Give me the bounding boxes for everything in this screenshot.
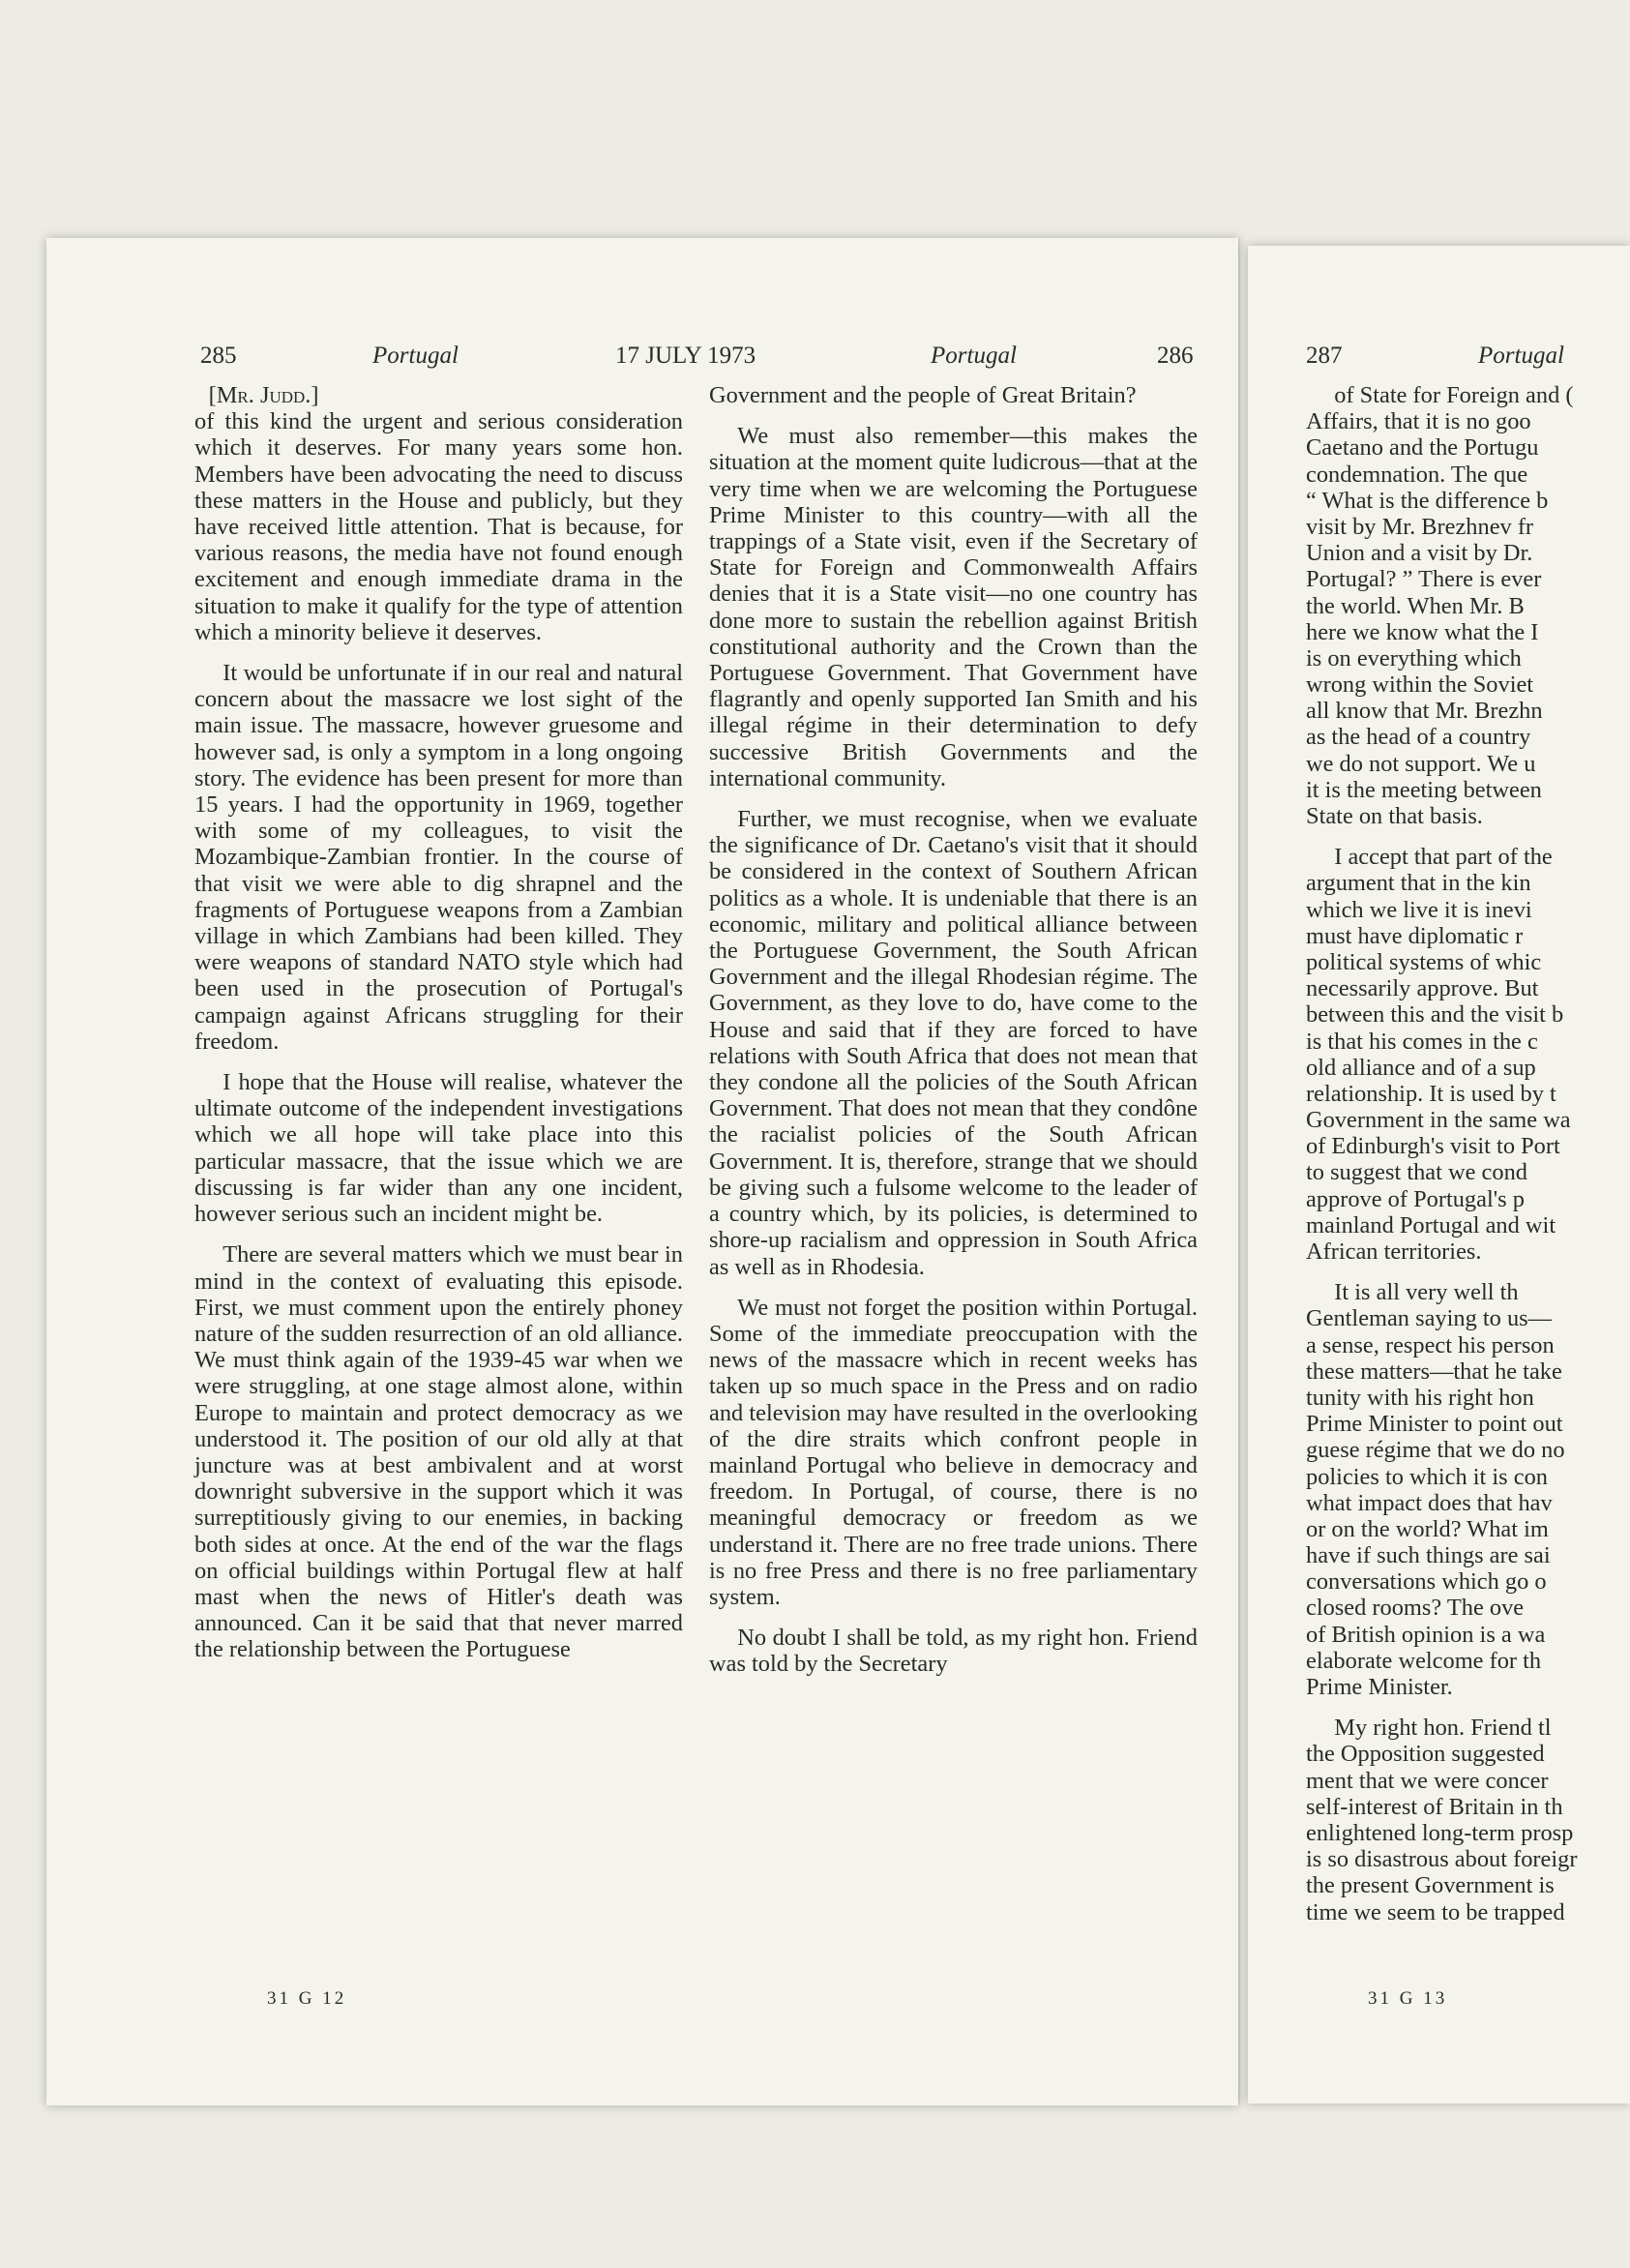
paragraph: Government and the people of Great Britain?: [709, 382, 1137, 408]
text-line: wrong within the Soviet: [1306, 671, 1534, 699]
text-line: to suggest that we cond: [1306, 1159, 1527, 1186]
paragraph: I hope that the House will realise, whatever the ultimate outcome of the independent investigations which we all hope will take place into this particular massacre, that the issue which we are discussing is far wider than any one incident, however serious such an incident might be.: [194, 1069, 683, 1228]
left-footer-mark: 31 G 12: [267, 1988, 347, 2009]
right-running-title: Portugal: [1478, 343, 1564, 369]
text-line: have if such things are sai: [1306, 1542, 1551, 1569]
text-line: which we live it is inevi: [1306, 896, 1532, 923]
text-line: all know that Mr. Brezhn: [1306, 698, 1543, 725]
text-line: as the head of a country: [1306, 724, 1531, 751]
page-fold: [1238, 238, 1240, 2105]
text-line: Affairs, that it is no goo: [1306, 408, 1531, 435]
text-line: old alliance and of a sup: [1306, 1054, 1536, 1081]
speaker-label: [Mr. Judd.]: [208, 382, 319, 408]
text-line: argument that in the kin: [1306, 870, 1531, 897]
text-line: My right hon. Friend tl: [1334, 1715, 1552, 1742]
text-line: Union and a visit by Dr.: [1306, 540, 1533, 567]
text-line: between this and the visit b: [1306, 1001, 1564, 1029]
text-line: time we seem to be trapped: [1306, 1898, 1565, 1925]
right-page-number: 287: [1306, 343, 1343, 369]
text-line: Portugal? ” There is ever: [1306, 566, 1542, 593]
mid-running-title: Portugal: [931, 343, 1017, 369]
text-line: conversations which go o: [1306, 1568, 1547, 1596]
text-line: State on that basis.: [1306, 803, 1483, 829]
text-line: the world. When Mr. B: [1306, 592, 1525, 619]
text-line: closed rooms? The ove: [1306, 1595, 1525, 1622]
text-line: It is all very well th: [1334, 1279, 1519, 1306]
text-line: here we know what the I: [1306, 618, 1539, 645]
text-line: the present Government is: [1306, 1872, 1555, 1899]
text-line: is so disastrous about foreigr: [1306, 1846, 1578, 1873]
text-line: condemnation. The que: [1306, 461, 1528, 488]
paragraph: of this kind the urgent and serious consideration which it deserves. For many years some hon. Members have been advocating the need to discuss these matters in the House and publicly, but they have received little attention. That is because, for various reasons, the media have not found enough excitement and enough immediate drama in the situation to make it qualify for the type of attention which a minority believe it deserves.: [194, 408, 683, 645]
text-line: policies to which it is con: [1306, 1463, 1548, 1490]
paragraph: We must also remember—this makes the situation at the moment quite ludicrous—that at the very time when we are welcoming the Portuguese Prime Minister to this country—with all the trappings of a State visit, even if the Secretary of State for Foreign and Commonwealth Affairs denies that it is a State visit—no one country has done more to sustain the rebellion against British constitutional authority and the Crown than the Portuguese Government. That Government have flagrantly and openly supported Ian Smith and his illegal régime in their determination to defy successive British Governments and the international community.: [709, 423, 1198, 791]
text-line: necessarily approve. But: [1306, 975, 1539, 1002]
text-line: visit by Mr. Brezhnev fr: [1306, 513, 1534, 540]
mid-page-number: 286: [1157, 343, 1194, 369]
text-line: political systems of whic: [1306, 948, 1542, 975]
paragraph: [1306, 1279, 1630, 1700]
text-line: is that his comes in the c: [1306, 1028, 1538, 1055]
paragraph: [1306, 844, 1630, 1265]
text-line: or on the world? What im: [1306, 1515, 1549, 1542]
text-line: of Edinburgh's visit to Port: [1306, 1133, 1560, 1160]
text-line: I accept that part of the: [1334, 844, 1553, 871]
text-line: we do not support. We u: [1306, 750, 1536, 777]
text-line: is on everything which: [1306, 644, 1522, 671]
header-date: 17 JULY 1973: [615, 343, 756, 369]
paragraph: No doubt I shall be told, as my right hon. Friend was told by the Secretary: [709, 1625, 1198, 1678]
column-3: [1306, 382, 1630, 1940]
text-line: African territories.: [1306, 1238, 1482, 1265]
text-line: Government in the same wa: [1306, 1107, 1571, 1134]
text-line: a sense, respect his person: [1306, 1331, 1555, 1358]
paragraph: It would be unfortunate if in our real and natural concern about the massacre we lost sight of the main issue. The massacre, however gruesome and however sad, is only a symptom in a long ongoing story. The evidence has been present for more than 15 years. I had the opportunity in 1969, together with some of my colleagues, to visit the Mozambique-Zambian frontier. In the course of that visit we were able to dig shrapnel and the fragments of Portuguese weapons from a Zambian village in which Zambians had been killed. They were weapons of standard NATO style which had been used in the prosecution of Portugal's campaign against Africans struggling for their freedom.: [194, 660, 683, 1055]
text-line: Prime Minister.: [1306, 1674, 1453, 1700]
text-line: of British opinion is a wa: [1306, 1621, 1546, 1648]
text-line: “ What is the difference b: [1306, 487, 1549, 514]
text-line: these matters—that he take: [1306, 1358, 1562, 1385]
text-line: elaborate welcome for th: [1306, 1647, 1542, 1674]
paragraph: We must not forget the position within Portugal. Some of the immediate preoccupation with the news of the massacre which in recent weeks has taken up so much space in the Press and on radio and television may have resulted in the overlooking of the dire straits which confront people in mainland Portugal who believe in democracy and freedom. In Portugal, of course, there is no meaningful democracy or freedom as we understand it. There are no free trade unions. There is no free Press and there is no free parliamentary system.: [709, 1294, 1198, 1610]
text-line: enlightened long-term prosp: [1306, 1819, 1574, 1846]
text-line: ment that we were concer: [1306, 1767, 1549, 1794]
left-running-title: Portugal: [372, 343, 459, 369]
paragraph: Further, we must recognise, when we evaluate the significance of Dr. Caetano's visit that it should be considered in the context of Southern African politics as a whole. It is undeniable that there is an economic, military and political alliance between the Portuguese Government, the South African Government and the illegal Rhodesian régime. The Government, as they love to do, have come to the House and said that if they are forced to have relations with South Africa that does not mean that they condone all the policies of the South African Government. That does not mean that they condône the racialist policies of the South African Government. It is, therefore, strange that we should be giving such a fulsome welcome to the leader of a country which, by its policies, is determined to shore-up racialism and oppression in South Africa as well as in Rhodesia.: [709, 806, 1198, 1280]
paragraph: There are several matters which we must bear in mind in the context of evaluating this episode. First, we must comment upon the entirely phoney nature of the sudden resurrection of an old alliance. We must think again of the 1939-45 war when we were struggling, at one stage almost alone, within Europe to maintain and protect democracy as we understood it. The position of our old ally at that juncture was at best ambivalent and at worst downright subversive in the support which it was surreptitiously giving to our enemies, in backing both sides at once. At the end of the war the flags on official buildings within Portugal flew at half mast when the news of Hitler's death was announced. Can it be said that that never marred the relationship between the Portuguese: [194, 1241, 683, 1663]
text-line: self-interest of Britain in th: [1306, 1793, 1563, 1820]
text-line: of State for Foreign and (: [1334, 382, 1574, 408]
text-line: the Opposition suggested: [1306, 1741, 1545, 1768]
left-page-number: 285: [200, 343, 237, 369]
text-line: mainland Portugal and wit: [1306, 1211, 1556, 1238]
column-1: [194, 382, 683, 1678]
right-page-clip: [1248, 0, 1630, 2268]
text-line: it is the meeting between: [1306, 776, 1542, 803]
text-line: tunity with his right hon: [1306, 1384, 1534, 1411]
text-line: must have diplomatic r: [1306, 922, 1524, 949]
paragraph: [1306, 1715, 1630, 1925]
text-line: Prime Minister to point out: [1306, 1411, 1563, 1438]
right-footer-mark: 31 G 13: [1368, 1988, 1448, 2009]
paragraph: [1306, 382, 1630, 829]
text-line: approve of Portugal's p: [1306, 1185, 1525, 1212]
column-2: [709, 382, 1198, 1692]
text-line: Gentleman saying to us—: [1306, 1305, 1553, 1332]
text-line: what impact does that hav: [1306, 1489, 1553, 1516]
text-line: guese régime that we do no: [1306, 1437, 1565, 1464]
text-line: Caetano and the Portugu: [1306, 434, 1539, 462]
text-line: relationship. It is used by t: [1306, 1080, 1556, 1107]
